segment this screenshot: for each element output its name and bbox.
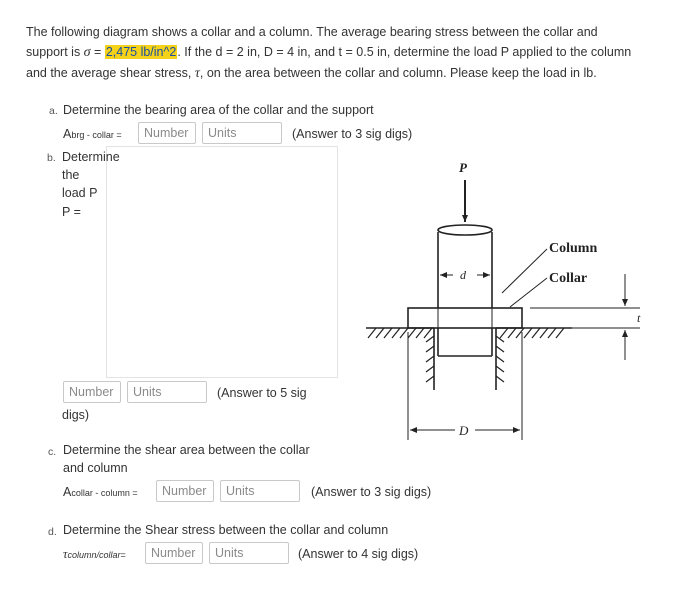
- part-a-question: Determine the bearing area of the collar and the support: [63, 103, 374, 117]
- part-c-units-input[interactable]: Units: [220, 480, 300, 502]
- label-collar: Collar: [549, 271, 588, 286]
- tau-symbol: τ: [194, 66, 200, 81]
- part-b-note-cont: digs): [62, 408, 90, 422]
- label-D: D: [459, 423, 469, 438]
- collar-column-diagram: [350, 150, 650, 450]
- part-d-letter: d.: [48, 526, 57, 538]
- part-c-question-line-1: Determine the shear area between the collar: [63, 443, 310, 457]
- collar-leader: [510, 278, 547, 307]
- part-d-number-input[interactable]: Number: [145, 542, 203, 564]
- label-t: t: [637, 311, 641, 325]
- part-b-line-1: Determine: [62, 150, 120, 164]
- part-d-note: (Answer to 4 sig digs): [298, 547, 419, 561]
- problem-statement: [26, 22, 676, 84]
- part-c-number-input[interactable]: Number: [156, 480, 214, 502]
- part-a-symbol: Abrg - collar =: [63, 127, 122, 141]
- part-d-question: Determine the Shear stress between the collar and column: [63, 523, 389, 537]
- column-shape: [438, 225, 492, 356]
- label-column: Column: [549, 241, 598, 256]
- part-d-symbol: τcolumn/collar=: [63, 547, 126, 561]
- part-a-units-input[interactable]: Units: [202, 122, 282, 144]
- support-ground: [366, 328, 572, 390]
- part-b-line-3: load P: [62, 186, 98, 200]
- part-d-units-input[interactable]: Units: [209, 542, 289, 564]
- part-b-units-input[interactable]: Units: [127, 381, 207, 403]
- label-P: P: [459, 160, 467, 175]
- collar-plate: [408, 308, 522, 328]
- part-b-letter: b.: [47, 152, 56, 164]
- part-c-note: (Answer to 3 sig digs): [311, 485, 432, 499]
- intro-line-3: and the average shear stress, τ, on the area between the collar and column. Please keep the load in lb.: [26, 66, 597, 81]
- part-a-note: (Answer to 3 sig digs): [292, 127, 413, 141]
- part-b-line-2: the: [62, 168, 80, 182]
- intro-line-1: The following diagram shows a collar and a column. The average bearing stress between the collar and: [26, 25, 598, 39]
- part-b-note: (Answer to 5 sig: [217, 386, 307, 400]
- part-c-letter: c.: [48, 446, 57, 458]
- part-a-number-input[interactable]: Number: [138, 122, 196, 144]
- sigma-symbol: σ: [83, 45, 91, 60]
- column-leader: [502, 249, 547, 293]
- part-b-image-frame: [106, 146, 338, 378]
- intro-line-2: support is σ = 2,475 lb/in^2. If the d = 2 in, D = 4 in, and t = 0.5 in, determine the load P applied to the column: [26, 45, 632, 60]
- part-c-symbol: Acollar - column =: [63, 485, 138, 499]
- part-c-question-line-2: and column: [63, 461, 128, 475]
- part-b-line-4: P =: [62, 205, 81, 219]
- label-d: d: [460, 268, 466, 282]
- part-b-number-input[interactable]: Number: [63, 381, 121, 403]
- t-dimension: [530, 274, 640, 360]
- sigma-value-highlight: 2,475 lb/in^2: [105, 45, 177, 59]
- part-a-letter: a.: [49, 105, 58, 117]
